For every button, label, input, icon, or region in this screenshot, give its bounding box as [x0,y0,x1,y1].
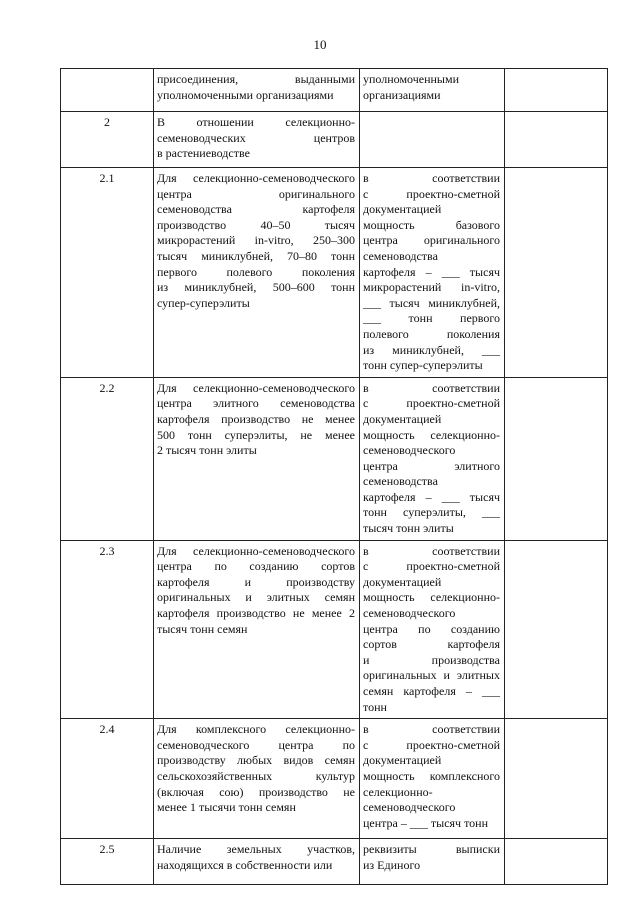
confirmation-cell [360,839,505,885]
confirmation-line: с проектно-сметной [363,396,500,411]
criterion-line: Для селекционно-семеноводческого [157,543,355,558]
criterion-line: уполномоченными организациями [157,87,334,102]
confirmation-cell [360,377,505,540]
confirmation-line: семеноводства [363,248,438,263]
criterion-line: в растениеводстве [157,146,250,161]
confirmation-cell [360,719,505,839]
row-number [61,69,154,112]
row-number: 2.4 [61,719,154,839]
criterion-line: семеноводческого центра по [157,737,355,752]
criterion-cell [154,168,360,378]
confirmation-line: ___ тысяч миниклубней, [363,295,500,310]
page-number: 10 [313,37,327,52]
confirmation-line: организациями [363,87,441,102]
confirmation-line: семеноводческого [363,800,456,815]
criterion-line: Наличие земельных участков, [157,842,355,857]
table-row [61,69,608,112]
confirmation-line: семеноводства [363,474,438,489]
criterion-line: первого полевого поколения [157,264,355,279]
confirmation-line: семеноводческого [363,443,456,458]
criterion-line: центра элитного семеноводства [157,396,355,411]
criterion-line: сельскохозяйственных культур [157,768,355,783]
table-row [61,719,608,839]
criterion-line: Для комплексного селекционно- [157,722,355,737]
confirmation-line: в соответствии [363,543,500,558]
criterion-line: картофеля и производству [157,574,355,589]
row-number: 2.5 [61,839,154,885]
criterion-line: производству любых видов семян [157,753,355,768]
confirmation-line: тысяч тонн элиты [363,521,454,536]
confirmation-cell [360,168,505,378]
criterion-line: микрорастений in-vitro, 250–300 [157,233,355,248]
table-row [61,839,608,885]
confirmation-line: мощность комплексного [363,768,500,783]
criterion-line: находящихся в собственности или [157,857,333,872]
confirmation-line: тонн [363,699,387,714]
criterion-line: супер-суперэлиты [157,295,250,310]
criterion-cell [154,112,360,168]
empty-cell [505,69,608,112]
criterion-line: производство 40–50 тысяч [157,217,355,232]
confirmation-line: семеноводческого [363,606,456,621]
criterion-line: Для селекционно-семеноводческого [157,171,355,185]
confirmation-line: в соответствии [363,380,500,395]
confirmation-cell [360,69,505,112]
confirmation-line: реквизиты выписки [363,842,500,857]
confirmation-line: центра – ___ тысяч тонн [363,815,489,830]
criterion-line: тысяч тонн семян [157,621,248,636]
criterion-line: менее 1 тысячи тонн семян [157,800,296,815]
empty-cell [505,112,608,168]
confirmation-line: и производства [363,652,500,667]
empty-cell [505,377,608,540]
confirmation-line: мощность базового [363,217,500,232]
criterion-line: центра оригинального [157,186,355,201]
confirmation-line: в соответствии [363,722,500,737]
confirmation-line: мощность селекционно- [363,427,500,442]
confirmation-line: с проектно-сметной [363,737,500,752]
confirmation-line: полевого поколения [363,326,500,341]
criterion-line: картофеля производство не менее 2 [157,606,355,621]
confirmation-line: мощность селекционно- [363,590,500,605]
empty-cell [505,168,608,378]
table-row [61,377,608,540]
criterion-line: центра по созданию сортов [157,559,355,574]
criterion-cell [154,839,360,885]
criterion-line: 2 тысяч тонн элиты [157,443,257,458]
criterion-line: 500 тонн суперэлиты, не менее [157,427,355,442]
confirmation-line: из Единого [363,857,421,872]
criterion-cell [154,69,360,112]
confirmation-line: центра оригинального [363,233,500,248]
empty-cell [505,540,608,719]
empty-cell [505,719,608,839]
criterion-line: семеноводства картофеля [157,202,355,217]
confirmation-line: центра элитного [363,458,500,473]
table-row [61,168,608,378]
confirmation-line: картофеля – ___ тысяч [363,264,500,279]
table-row [61,540,608,719]
table-row [61,112,608,168]
criterion-line: из миниклубней, 500–600 тонн [157,280,355,295]
confirmation-line: из миниклубней, ___ [363,342,500,357]
confirmation-line: микрорастений in-vitro, [363,280,500,295]
criterion-line: картофеля производство не менее [157,411,355,426]
confirmation-line: с проектно-сметной [363,559,500,574]
confirmation-cell [360,112,505,168]
empty-cell [505,839,608,885]
criterion-cell [154,540,360,719]
confirmation-line: документацией [363,411,442,426]
criterion-line: оригинальных и элитных семян [157,590,355,605]
confirmation-line: семян картофеля – ___ [363,684,500,698]
row-number: 2 [61,112,154,168]
confirmation-cell [360,540,505,719]
row-number: 2.2 [61,377,154,540]
confirmation-line: документацией [363,753,442,768]
confirmation-line: тонн супер-суперэлиты [363,358,483,373]
confirmation-line: в соответствии [363,171,500,185]
row-number: 2.3 [61,540,154,719]
criterion-line: тысяч миниклубней, 70–80 тонн [157,248,355,263]
confirmation-line: сортов картофеля [363,637,500,652]
criterion-line: присоединения, выданными [157,72,355,86]
criterion-line: Для селекционно-семеноводческого [157,380,355,395]
criterion-line: (включая сою) производство не [157,784,355,799]
criterion-line: семеноводческих центров [157,130,355,145]
confirmation-line: с проектно-сметной [363,186,500,201]
requirements-table [60,68,608,885]
criterion-cell [154,719,360,839]
confirmation-line: документацией [363,202,442,217]
confirmation-line: селекционно- [363,784,433,799]
confirmation-line: центра по созданию [363,621,500,636]
confirmation-line: оригинальных и элитных [363,668,500,683]
row-number: 2.1 [61,168,154,378]
confirmation-line: документацией [363,574,442,589]
criterion-cell [154,377,360,540]
criterion-line: В отношении селекционно- [157,115,355,129]
confirmation-line: ___ тонн первого [363,311,500,326]
confirmation-line: уполномоченными [363,72,460,86]
confirmation-line: картофеля – ___ тысяч [363,489,500,504]
confirmation-line: тонн суперэлиты, ___ [363,505,500,520]
